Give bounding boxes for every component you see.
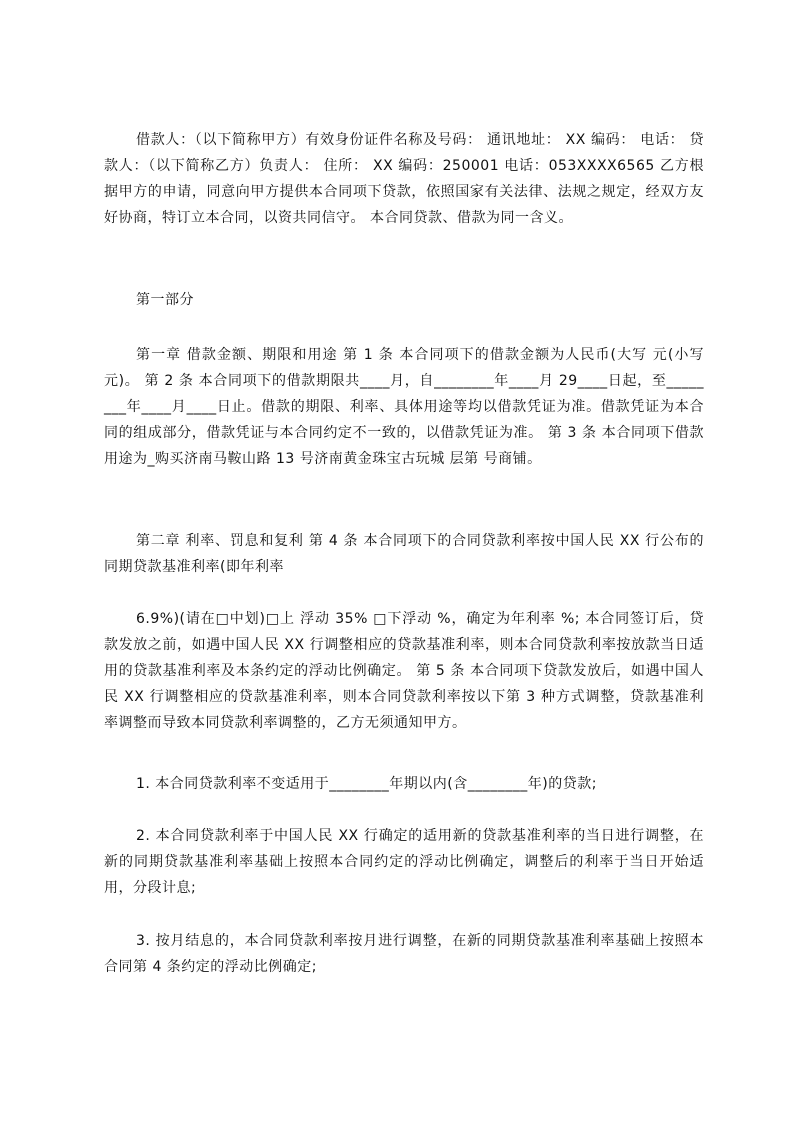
list-item-1: 1. 本合同贷款利率不变适用于________年期以内(含________年)的贷款; [136,776,597,792]
intro-paragraph: 借款人：（以下简称甲方）有效身份证件名称及号码： 通讯地址： XX 编码： 电话： 贷款人：（以下简称乙方）负责人： 住所： XX 编码：250001 电话：053XXXX6565 乙方根据甲方的申请，同意向甲方提供本合同项下贷款，依照国家有关法律、法规之规定，经双方友好协商，特订立本合同，以资共同信守。 本合同贷款、借款为同一含义。 [104,132,704,226]
interest-rate-paragraph: 6.9%)(请在□中划)□上 浮动 35% □下浮动 %，确定为年利率 %; 本合同签订后，贷款发放之前，如遇中国人民 XX 行调整相应的贷款基准利率，则本合同贷款利率按放款当日适用的贷款基准利率及本条约定的浮动比例确定。 第 5 条 本合同项下贷款发放后，如遇中国人民 XX 行调整相应的贷款基准利率，则本合同贷款利率按以下第 3 种方式调整，贷款基准利率调整而导致本同贷款利率调整的，乙方无须通知甲方。 [104,611,704,731]
list-item-3: 3. 按月结息的，本合同贷款利率按月进行调整，在新的同期贷款基准利率基础上按照本合同第 4 条约定的浮动比例确定; [104,933,704,975]
list-item-2: 2. 本合同贷款利率于中国人民 XX 行确定的适用新的贷款基准利率的当日进行调整，在新的同期贷款基准利率基础上按照本合同约定的浮动比例确定，调整后的利率于当日开始适用，分段计息; [104,828,704,896]
part-one-heading: 第一部分 [136,292,194,308]
chapter-two-paragraph: 第二章 利率、罚息和复利 第 4 条 本合同项下的合同贷款利率按中国人民 XX 行公布的同期贷款基准利率(即年利率 [104,533,704,575]
chapter-one-paragraph: 第一章 借款金额、期限和用途 第 1 条 本合同项下的借款金额为人民币(大写 元(小写 元)。 第 2 条 本合同项下的借款期限共____月，自________年____月 29____日起，至________年____月____日止。借款的期限、利率、具体用途等均以借款凭证为准。借款凭证为本合同的组成部分，借款凭证与本合同约定不一致的，以借款凭证为准。 第 3 条 本合同项下借款用途为_购买济南马鞍山路 13 号济南黄金珠宝古玩城 层第 号商铺。 [104,347,704,467]
